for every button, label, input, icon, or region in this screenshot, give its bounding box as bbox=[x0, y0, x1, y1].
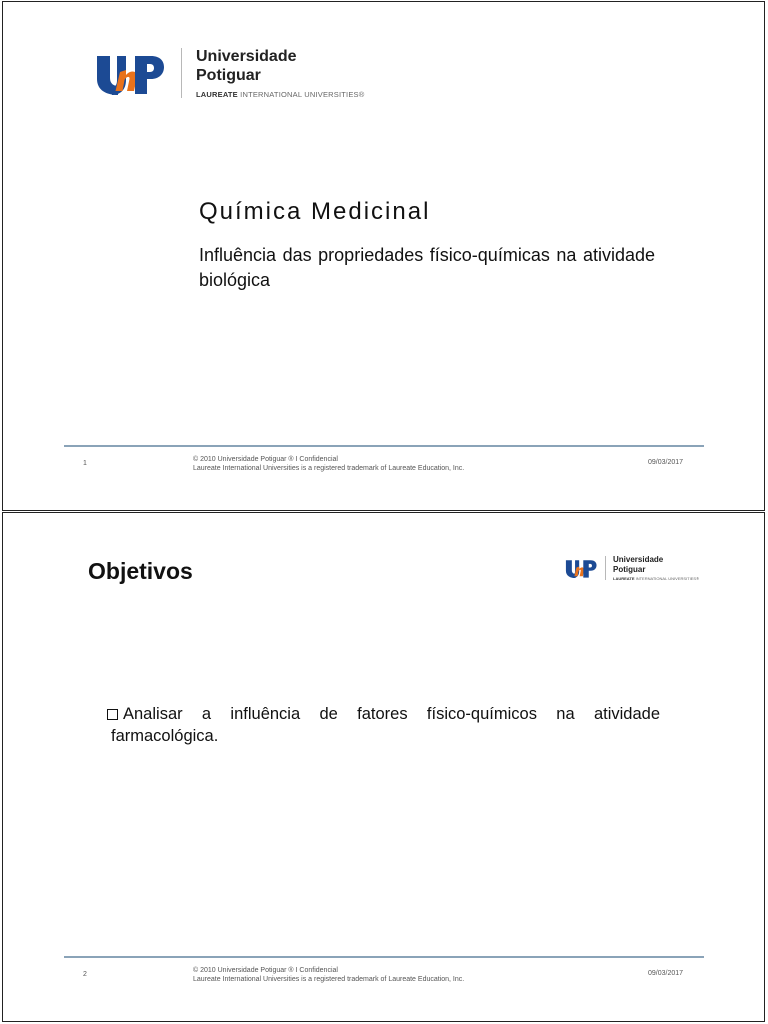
footer-date: 09/03/2017 bbox=[648, 970, 684, 977]
slide-1 bbox=[2, 1, 765, 511]
up-logo-small bbox=[565, 555, 699, 581]
page-number: 1 bbox=[83, 460, 87, 467]
logo-laureate: LAUREATE INTERNATIONAL UNIVERSITIES® bbox=[196, 90, 365, 99]
logo-name-line1: Universidade bbox=[613, 555, 664, 564]
up-logo-mark-icon bbox=[565, 557, 597, 579]
slide-title: Química Medicinal bbox=[199, 198, 431, 225]
objective-bullet bbox=[107, 703, 660, 747]
footer-rule bbox=[64, 956, 704, 958]
footer-date: 09/03/2017 bbox=[648, 459, 684, 466]
logo-laureate: LAUREATE INTERNATIONAL UNIVERSITIES® bbox=[613, 576, 700, 581]
page-number: 2 bbox=[83, 971, 87, 978]
footer-rule bbox=[64, 445, 704, 447]
bullet-text-line1: Analisar a influência de fatores físico-químicos na atividade bbox=[123, 705, 660, 723]
logo-name-line2: Potiguar bbox=[196, 67, 261, 84]
logo-name-line1: Universidade bbox=[196, 48, 297, 65]
bullet-text-line2: farmacológica. bbox=[111, 727, 219, 745]
up-logo-mark-icon bbox=[95, 50, 165, 96]
footer-copyright: © 2010 Universidade Potiguar ® I Confidencial Laureate International Universities is a registered trademark of Laureate Education, Inc. bbox=[193, 967, 465, 983]
checkbox-bullet-icon bbox=[107, 709, 118, 720]
footer-copyright: © 2010 Universidade Potiguar ® I Confidencial Laureate International Universities is a registered trademark of Laureate Education, Inc. bbox=[193, 456, 465, 472]
logo-separator bbox=[181, 48, 182, 98]
slide-heading: Objetivos bbox=[88, 558, 193, 584]
logo-name-line2: Potiguar bbox=[613, 564, 646, 574]
slide-subtitle: Influência das propriedades físico-químicas na atividade biológica bbox=[199, 245, 655, 290]
logo-separator bbox=[605, 556, 606, 580]
slide-2 bbox=[2, 512, 765, 1022]
up-logo bbox=[95, 47, 364, 99]
